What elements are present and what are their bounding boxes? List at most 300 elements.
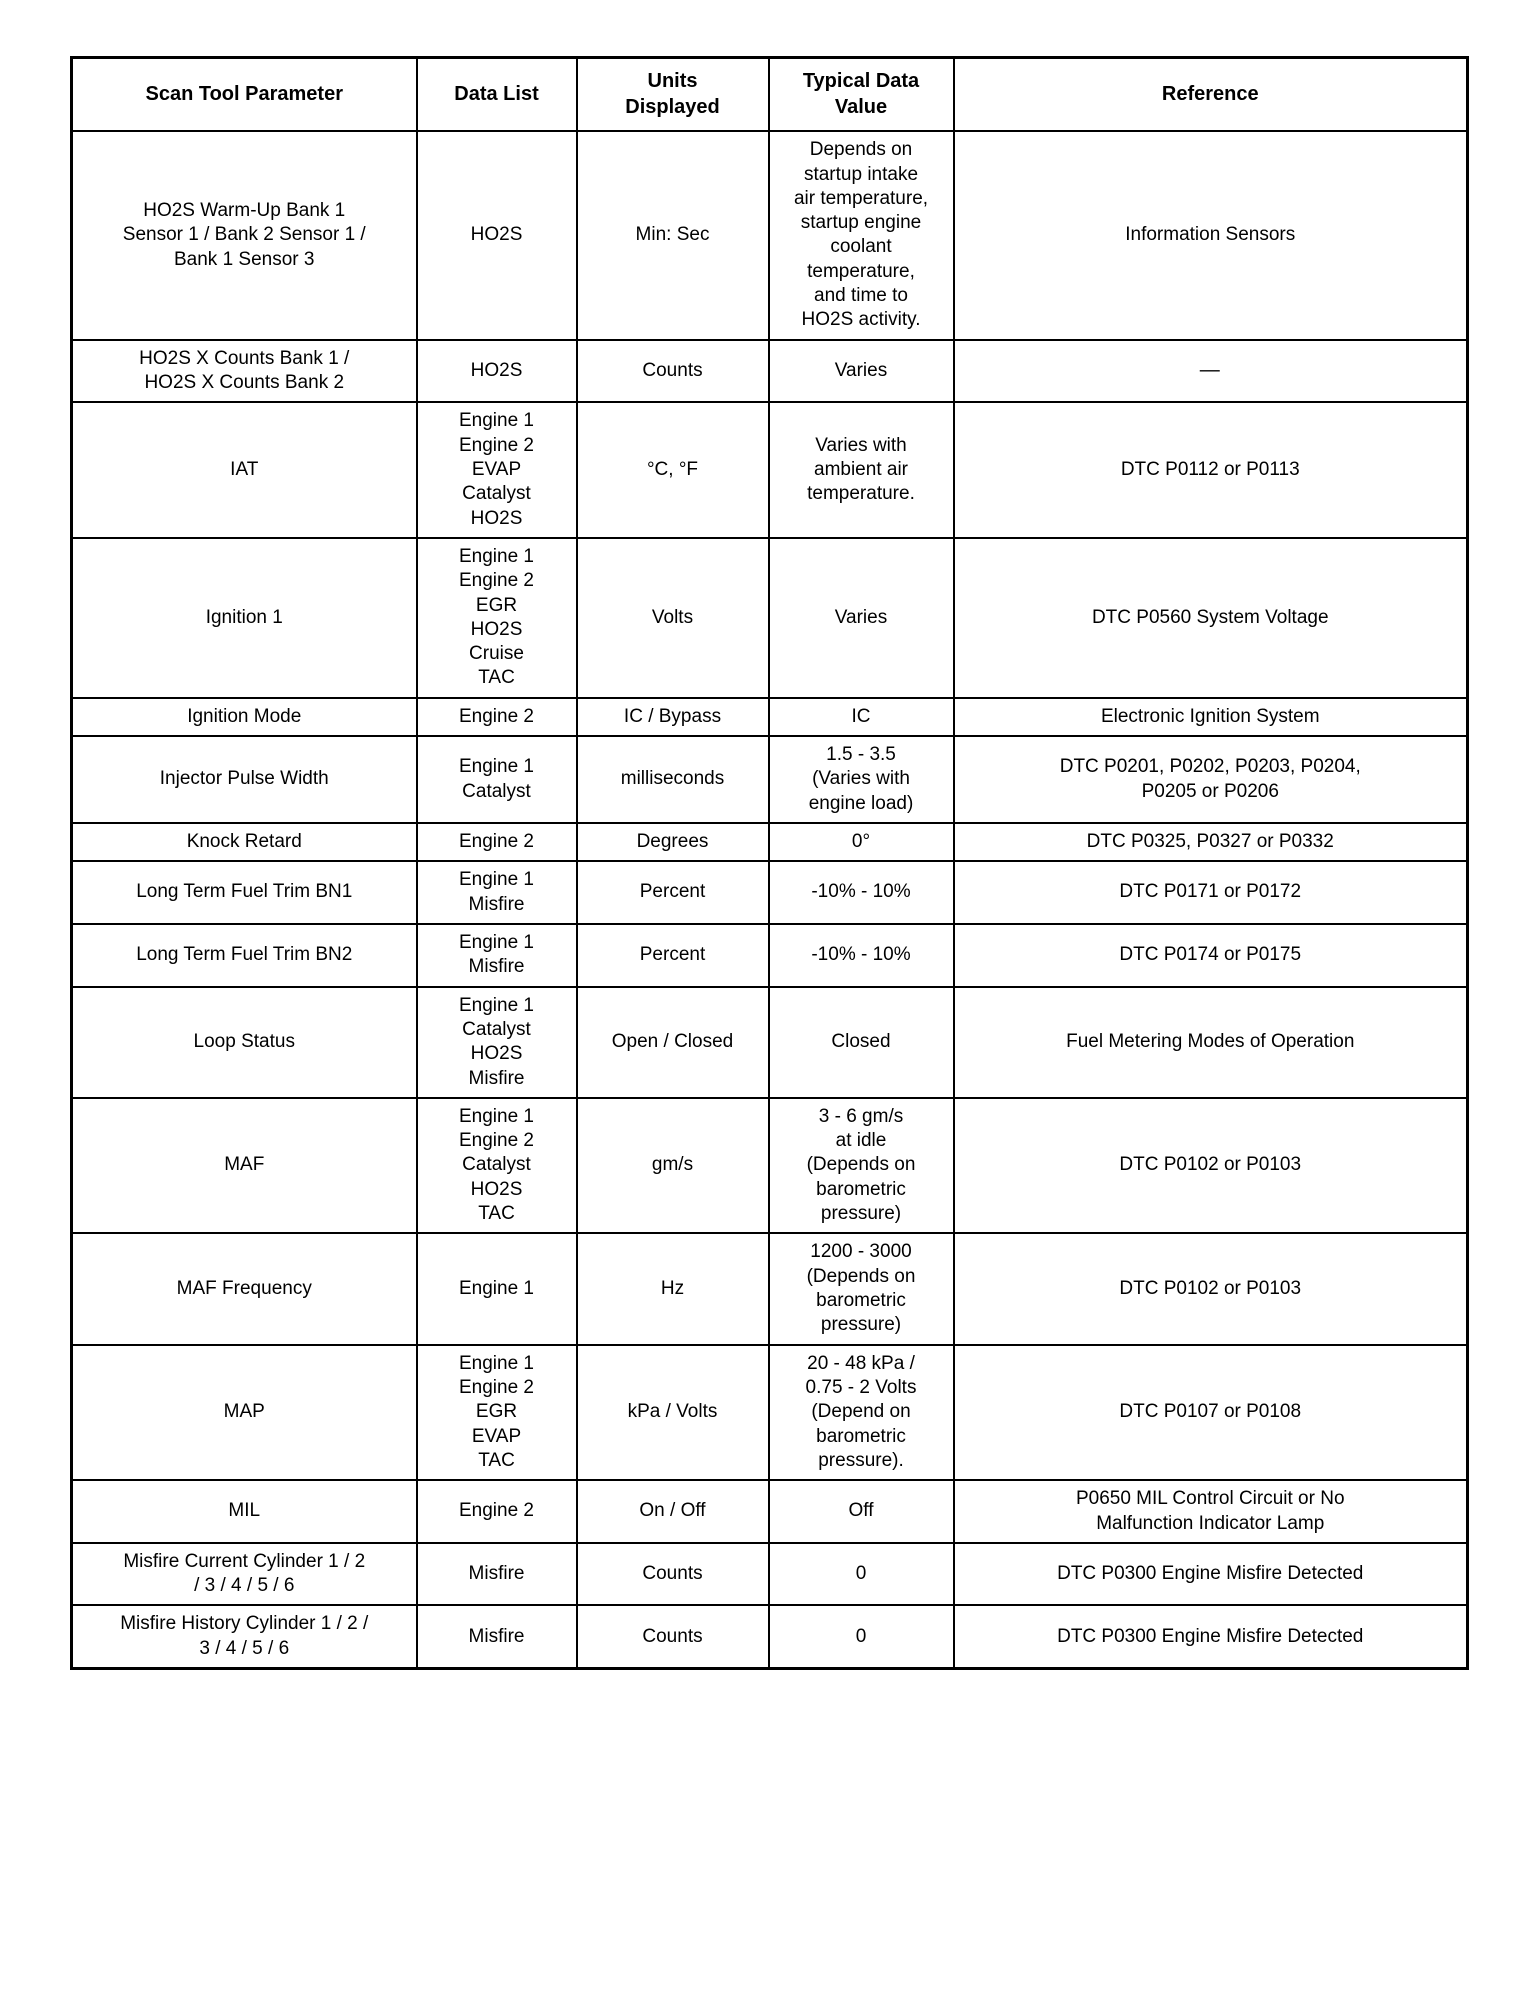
cell-typical-value [769, 1345, 954, 1481]
cell-data-list-text [424, 1277, 570, 1301]
cell-parameter [72, 987, 417, 1098]
cell-data-list-line: HO2S [470, 1178, 523, 1200]
cell-typical-value-text [776, 1240, 947, 1337]
cell-typical-value-line: and time to [814, 285, 908, 307]
cell-parameter [72, 131, 417, 340]
cell-units-text [584, 1030, 762, 1054]
cell-typical-value-line: 3 - 6 gm/s [818, 1105, 904, 1127]
cell-parameter [72, 698, 417, 736]
cell-typical-value-line: Varies [834, 606, 888, 628]
cell-data-list-line: Engine 1 [458, 1352, 534, 1374]
cell-reference [954, 1098, 1468, 1234]
cell-typical-value-line: IC [851, 705, 871, 727]
cell-parameter-text [79, 1612, 410, 1661]
table-body [72, 131, 1468, 1668]
cell-typical-value-text [776, 138, 947, 333]
cell-typical-value [769, 1233, 954, 1344]
header-lines-3 [582, 69, 764, 120]
cell-reference-line: DTC P0171 or P0172 [1119, 881, 1302, 903]
cell-reference-text [961, 1153, 1461, 1177]
cell-data-list-text [424, 1625, 570, 1649]
cell-units-line: Counts [642, 1562, 703, 1584]
cell-typical-value [769, 1098, 954, 1234]
cell-typical-value-line: startup intake [803, 163, 919, 185]
cell-data-list-text [424, 994, 570, 1091]
column-header-reference [954, 58, 1468, 132]
table-row [72, 1605, 1468, 1668]
cell-typical-value [769, 538, 954, 698]
header-text-line: Data List [454, 82, 539, 105]
cell-data-list-line: EGR [475, 1401, 518, 1423]
cell-units-line: IC / Bypass [623, 705, 722, 727]
cell-typical-value-line: barometric [816, 1178, 906, 1200]
cell-parameter [72, 823, 417, 861]
cell-parameter [72, 1480, 417, 1543]
cell-reference [954, 402, 1468, 538]
cell-typical-value-line: pressure) [820, 1314, 902, 1336]
cell-parameter [72, 538, 417, 698]
cell-typical-value-line: -10% - 10% [811, 944, 911, 966]
cell-data-list-line: HO2S [470, 507, 523, 529]
cell-data-list-line: TAC [478, 667, 515, 689]
cell-reference-text [961, 1030, 1461, 1054]
cell-typical-value [769, 1605, 954, 1668]
table-row [72, 1345, 1468, 1481]
cell-reference [954, 987, 1468, 1098]
cell-parameter-text [79, 1153, 410, 1177]
cell-reference-line: DTC P0107 or P0108 [1119, 1401, 1302, 1423]
cell-parameter-line: MIL [228, 1500, 261, 1522]
cell-typical-value-line: HO2S activity. [801, 309, 921, 331]
cell-typical-value-text [776, 359, 947, 383]
cell-typical-value-line: Off [848, 1500, 874, 1522]
cell-parameter-text [79, 199, 410, 272]
cell-units-line: °C, °F [646, 458, 699, 480]
cell-data-list-line: Misfire [468, 956, 525, 978]
column-header-typical-data-value [769, 58, 954, 132]
cell-data-list-line: EGR [475, 594, 518, 616]
table-row [72, 924, 1468, 987]
cell-typical-value-text [776, 830, 947, 854]
cell-units-text [584, 705, 762, 729]
cell-parameter [72, 1543, 417, 1606]
cell-parameter-line: IAT [230, 458, 259, 480]
table-row [72, 538, 1468, 698]
cell-reference-line: DTC P0102 or P0103 [1119, 1277, 1302, 1299]
cell-data-list [417, 1480, 577, 1543]
cell-units [577, 823, 769, 861]
cell-data-list [417, 861, 577, 924]
cell-typical-value [769, 736, 954, 823]
cell-data-list-line: EVAP [471, 458, 522, 480]
cell-units-text [584, 943, 762, 967]
cell-reference-text [961, 1562, 1461, 1586]
cell-parameter-line: HO2S X Counts Bank 2 [144, 372, 345, 393]
table-row [72, 861, 1468, 924]
cell-data-list [417, 1543, 577, 1606]
cell-units [577, 340, 769, 403]
cell-typical-value-line: startup engine [800, 212, 922, 234]
cell-reference-line: DTC P0102 or P0103 [1119, 1154, 1302, 1176]
cell-typical-value-line: 20 - 48 kPa / [807, 1352, 915, 1374]
cell-typical-value-line: 0.75 - 2 Volts [805, 1376, 917, 1398]
cell-parameter [72, 1233, 417, 1344]
cell-parameter [72, 861, 417, 924]
cell-parameter [72, 924, 417, 987]
cell-typical-value-line: 0° [851, 831, 871, 852]
cell-units-line: milliseconds [620, 768, 725, 790]
cell-parameter [72, 1345, 417, 1481]
cell-reference [954, 340, 1468, 403]
cell-parameter-text [79, 458, 410, 482]
cell-data-list-line: Misfire [468, 1625, 525, 1647]
cell-parameter-text [79, 943, 410, 967]
cell-data-list-text [424, 409, 570, 531]
cell-data-list-text [424, 830, 570, 854]
cell-data-list-line: Catalyst [462, 1154, 531, 1176]
table-row [72, 987, 1468, 1098]
header-text-line: Units [647, 70, 698, 92]
cell-parameter [72, 1098, 417, 1234]
cell-typical-value [769, 823, 954, 861]
cell-typical-value-line: 0 [855, 1562, 867, 1584]
cell-typical-value-line: barometric [816, 1425, 906, 1447]
cell-data-list-text [424, 1499, 570, 1523]
header-lines-5 [959, 82, 1463, 108]
cell-units [577, 987, 769, 1098]
cell-reference [954, 823, 1468, 861]
cell-reference-text [961, 943, 1461, 967]
cell-typical-value-line: Closed [831, 1031, 891, 1053]
cell-units-text [584, 606, 762, 630]
cell-reference-line: DTC P0325, P0327 or P0332 [1086, 831, 1334, 852]
cell-typical-value [769, 131, 954, 340]
cell-typical-value-text [776, 880, 947, 904]
cell-parameter [72, 736, 417, 823]
cell-typical-value [769, 698, 954, 736]
cell-data-list [417, 1233, 577, 1344]
table-row [72, 1543, 1468, 1606]
cell-data-list-line: Cruise [469, 643, 524, 665]
cell-reference [954, 698, 1468, 736]
header-text-line: Reference [1161, 82, 1259, 105]
cell-data-list-line: HO2S [470, 618, 523, 640]
cell-typical-value-text [776, 1499, 947, 1523]
cell-data-list-line: Engine 2 [458, 1376, 534, 1398]
cell-reference-text [961, 1400, 1461, 1424]
cell-reference-line: Fuel Metering Modes of Operation [1066, 1031, 1355, 1053]
cell-data-list [417, 698, 577, 736]
cell-data-list-line: Catalyst [462, 1018, 531, 1040]
cell-typical-value-text [776, 1030, 947, 1054]
cell-data-list [417, 538, 577, 698]
cell-reference-line: DTC P0201, P0202, P0203, P0204, [1059, 756, 1361, 778]
cell-parameter-line: Injector Pulse Width [159, 768, 329, 790]
cell-reference-text [961, 223, 1461, 247]
cell-parameter-text [79, 1030, 410, 1054]
scan-tool-parameter-table [70, 56, 1469, 1670]
cell-typical-value-line: Depends on [809, 139, 913, 161]
cell-reference-line: Information Sensors [1125, 224, 1296, 246]
cell-typical-value-line: pressure) [820, 1203, 902, 1225]
cell-reference-text [961, 880, 1461, 904]
cell-typical-value-line: engine load) [808, 792, 914, 814]
cell-parameter [72, 402, 417, 538]
cell-units-line: Percent [639, 881, 706, 903]
cell-reference-line: P0205 or P0206 [1141, 780, 1279, 802]
cell-data-list-text [424, 1352, 570, 1474]
cell-data-list-line: Engine 1 [458, 1277, 534, 1299]
cell-reference-text [961, 1277, 1461, 1301]
cell-typical-value-line: coolant [830, 236, 892, 258]
cell-units-line: Degrees [636, 831, 709, 852]
cell-reference [954, 1543, 1468, 1606]
cell-data-list-text [424, 359, 570, 383]
cell-parameter-text [79, 880, 410, 904]
cell-parameter-line: HO2S X Counts Bank 1 / [139, 347, 350, 369]
cell-units-line: Hz [660, 1277, 685, 1299]
cell-reference-text [961, 1625, 1461, 1649]
cell-parameter-text [79, 705, 410, 729]
cell-typical-value-line: (Depends on [806, 1154, 916, 1176]
cell-parameter [72, 340, 417, 403]
table-header-row [72, 58, 1468, 132]
cell-units [577, 924, 769, 987]
table-row [72, 402, 1468, 538]
table-row [72, 823, 1468, 861]
cell-typical-value [769, 987, 954, 1098]
cell-units-line: Counts [642, 359, 703, 381]
cell-data-list-line: Misfire [468, 1067, 525, 1089]
cell-reference-line: P0650 MIL Control Circuit or No [1075, 1488, 1345, 1510]
cell-parameter-line: Bank 1 Sensor 3 [174, 248, 315, 270]
cell-units-text [584, 1400, 762, 1424]
cell-units [577, 1543, 769, 1606]
cell-units [577, 861, 769, 924]
cell-typical-value-line: at idle [835, 1130, 887, 1152]
cell-parameter-text [79, 830, 410, 854]
cell-data-list-text [424, 1562, 570, 1586]
cell-units-line: gm/s [651, 1154, 694, 1176]
cell-units-text [584, 458, 762, 482]
cell-data-list-line: HO2S [470, 224, 523, 246]
cell-reference-line: DTC P0300 Engine Misfire Detected [1057, 1625, 1364, 1647]
header-text-line: Typical Data [802, 70, 920, 92]
cell-data-list [417, 340, 577, 403]
cell-data-list-text [424, 705, 570, 729]
cell-data-list-line: HO2S [470, 359, 523, 381]
cell-data-list-text [424, 755, 570, 804]
cell-parameter-text [79, 1277, 410, 1301]
column-header-units-displayed [577, 58, 769, 132]
cell-typical-value [769, 402, 954, 538]
cell-data-list-line: Engine 1 [458, 410, 534, 432]
cell-typical-value [769, 1480, 954, 1543]
cell-units-line: kPa / Volts [627, 1401, 718, 1423]
cell-units-text [584, 1153, 762, 1177]
cell-units-text [584, 1625, 762, 1649]
cell-typical-value-line: (Varies with [812, 768, 910, 790]
cell-units-text [584, 1499, 762, 1523]
cell-parameter-text [79, 347, 410, 396]
cell-typical-value-line: ambient air [814, 458, 908, 480]
cell-units-text [584, 1562, 762, 1586]
cell-units-text [584, 880, 762, 904]
cell-typical-value [769, 340, 954, 403]
cell-data-list-line: Engine 2 [458, 570, 534, 592]
cell-units-line: Counts [642, 1625, 703, 1647]
cell-typical-value-line: barometric [816, 1290, 906, 1311]
cell-typical-value-text [776, 943, 947, 967]
cell-units-text [584, 830, 762, 854]
cell-data-list-line: HO2S [470, 1043, 523, 1065]
column-header-scan-tool-parameter [72, 58, 417, 132]
cell-data-list [417, 924, 577, 987]
cell-reference-line: Malfunction Indicator Lamp [1096, 1512, 1325, 1534]
table-row [72, 340, 1468, 403]
cell-units [577, 131, 769, 340]
cell-typical-value-line: temperature, [807, 260, 915, 282]
cell-units-line: Percent [639, 944, 706, 966]
cell-typical-value-text [776, 743, 947, 816]
cell-typical-value [769, 861, 954, 924]
cell-data-list [417, 823, 577, 861]
cell-units-text [584, 359, 762, 383]
cell-data-list-line: Engine 2 [458, 1130, 534, 1152]
cell-data-list-line: Engine 2 [458, 1500, 534, 1522]
cell-typical-value-line: 1200 - 3000 [810, 1241, 912, 1263]
cell-parameter-text [79, 767, 410, 791]
cell-typical-value-line: -10% - 10% [811, 881, 911, 903]
cell-reference-text [961, 830, 1461, 854]
cell-reference [954, 1480, 1468, 1543]
header-text-line: Displayed [625, 95, 720, 118]
cell-typical-value-line: (Depends on [806, 1265, 916, 1287]
cell-typical-value [769, 1543, 954, 1606]
cell-reference-text [961, 1487, 1461, 1536]
cell-parameter [72, 1605, 417, 1668]
cell-parameter-line: MAF [224, 1154, 265, 1176]
cell-data-list-line: Catalyst [462, 780, 531, 802]
table-row [72, 1480, 1468, 1543]
cell-data-list-text [424, 931, 570, 980]
cell-reference [954, 1345, 1468, 1481]
cell-data-list-line: Misfire [468, 893, 525, 915]
header-lines-4 [774, 69, 949, 120]
cell-typical-value-text [776, 606, 947, 630]
cell-typical-value-line: 0 [855, 1625, 867, 1647]
cell-typical-value-line: air temperature, [793, 187, 929, 209]
table-row [72, 131, 1468, 340]
cell-reference-line: DTC P0560 System Voltage [1091, 606, 1329, 628]
cell-units-text [584, 1277, 762, 1301]
cell-typical-value-line: Varies [834, 359, 888, 381]
table-row [72, 698, 1468, 736]
cell-parameter-line: Knock Retard [186, 831, 302, 852]
cell-reference-text [961, 606, 1461, 630]
cell-reference [954, 924, 1468, 987]
cell-reference-line: DTC P0112 or P0113 [1120, 458, 1300, 480]
cell-typical-value-text [776, 1562, 947, 1586]
cell-parameter-text [79, 1550, 410, 1599]
cell-reference [954, 1233, 1468, 1344]
cell-reference-text [961, 755, 1461, 804]
cell-data-list-line: TAC [478, 1203, 515, 1225]
cell-parameter-line: / 3 / 4 / 5 / 6 [194, 1575, 295, 1597]
cell-typical-value-line: pressure). [818, 1449, 904, 1471]
cell-parameter-text [79, 1499, 410, 1523]
cell-data-list-line: Engine 2 [458, 434, 534, 456]
table-row [72, 1233, 1468, 1344]
cell-units [577, 1345, 769, 1481]
cell-typical-value-text [776, 1625, 947, 1649]
cell-reference [954, 736, 1468, 823]
cell-parameter-line: MAF Frequency [176, 1277, 312, 1299]
cell-data-list-line: Misfire [468, 1562, 525, 1584]
cell-data-list-text [424, 223, 570, 247]
cell-data-list-line: TAC [478, 1449, 515, 1471]
column-header-data-list [417, 58, 577, 132]
cell-data-list [417, 1345, 577, 1481]
cell-parameter-line: Ignition 1 [205, 606, 283, 628]
cell-parameter-text [79, 1400, 410, 1424]
cell-parameter-line: Misfire Current Cylinder 1 / 2 [123, 1550, 366, 1572]
cell-parameter-line: MAP [223, 1401, 265, 1423]
cell-data-list [417, 736, 577, 823]
cell-data-list [417, 987, 577, 1098]
cell-data-list [417, 131, 577, 340]
cell-data-list-line: Engine 1 [458, 994, 534, 1016]
cell-units [577, 736, 769, 823]
cell-units-line: Volts [651, 606, 694, 628]
cell-parameter-line: HO2S Warm-Up Bank 1 [143, 199, 346, 221]
cell-reference-line: DTC P0300 Engine Misfire Detected [1057, 1562, 1364, 1584]
cell-parameter-text [79, 606, 410, 630]
cell-units-text [584, 223, 762, 247]
cell-units-line: Min: Sec [635, 224, 710, 246]
cell-reference [954, 538, 1468, 698]
cell-reference [954, 1605, 1468, 1668]
cell-units-line: On / Off [639, 1500, 706, 1522]
cell-data-list-line: Engine 2 [458, 705, 534, 727]
cell-reference-line: — [1199, 359, 1221, 382]
cell-data-list [417, 1098, 577, 1234]
table-row [72, 1098, 1468, 1234]
cell-data-list-line: EVAP [471, 1425, 522, 1447]
cell-typical-value-line: Varies with [815, 434, 907, 456]
cell-data-list [417, 402, 577, 538]
cell-typical-value-text [776, 1352, 947, 1474]
cell-units [577, 1098, 769, 1234]
header-text-line: Value [834, 95, 888, 118]
cell-data-list-line: Engine 1 [458, 756, 534, 778]
cell-reference-text [961, 358, 1461, 384]
cell-reference-text [961, 705, 1461, 729]
cell-units-line: Open / Closed [611, 1031, 734, 1053]
cell-typical-value-text [776, 1105, 947, 1227]
cell-reference-line: DTC P0174 or P0175 [1119, 944, 1302, 966]
cell-typical-value-line: temperature. [807, 483, 915, 505]
cell-data-list-line: Engine 1 [458, 1105, 534, 1127]
cell-parameter-line: Sensor 1 / Bank 2 Sensor 1 / [122, 224, 366, 246]
cell-units [577, 1480, 769, 1543]
table-row [72, 736, 1468, 823]
cell-reference [954, 131, 1468, 340]
header-text-line: Scan Tool Parameter [145, 82, 343, 105]
cell-parameter-line: Loop Status [193, 1031, 295, 1053]
cell-units-text [584, 767, 762, 791]
cell-units [577, 402, 769, 538]
